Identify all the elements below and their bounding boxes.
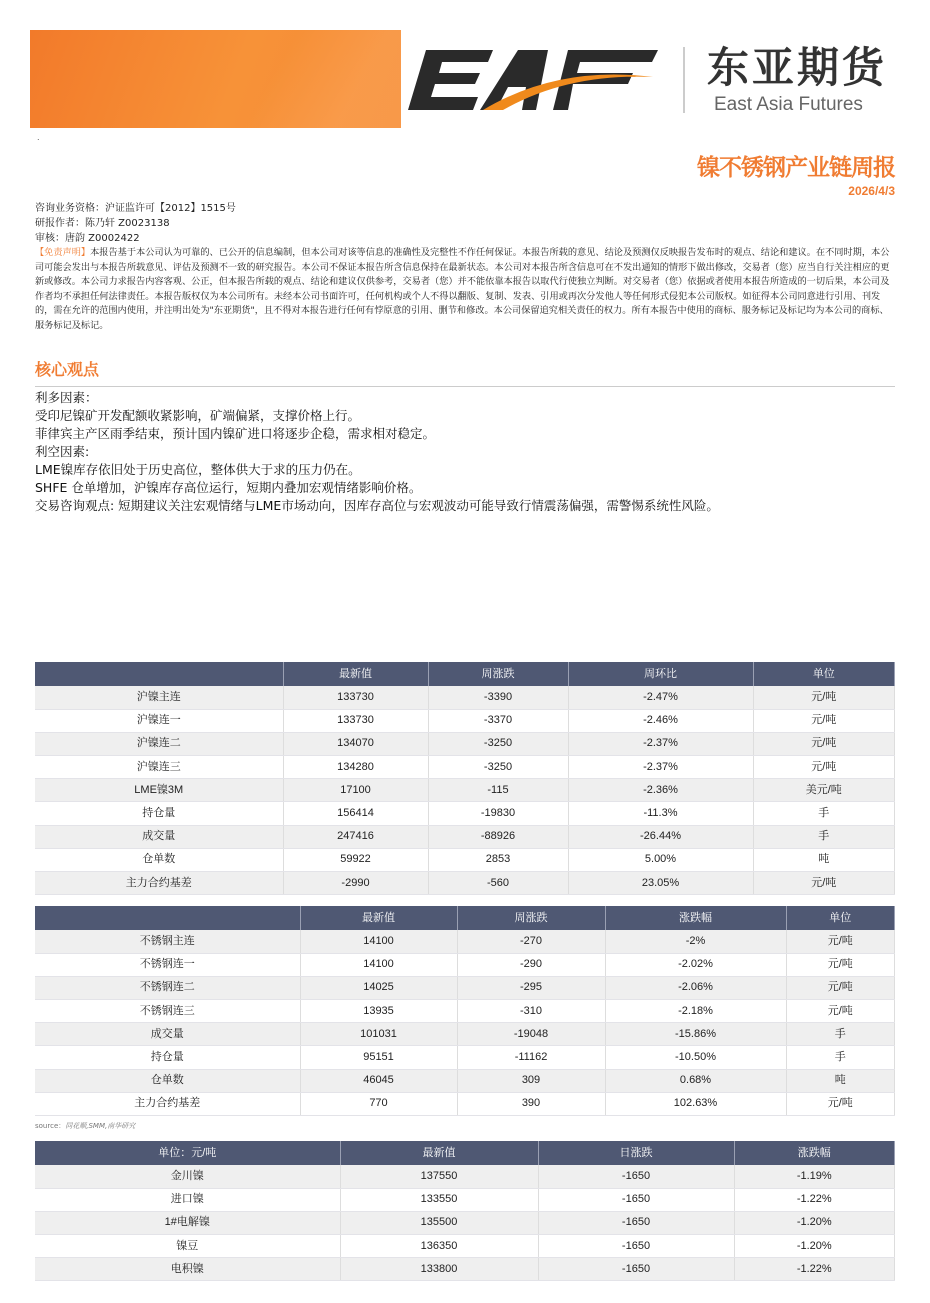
table-cell: 吨 [786,1069,895,1092]
table-cell: -10.50% [605,1046,786,1069]
table-cell: 390 [457,1092,605,1115]
table-cell: -2.47% [568,686,753,709]
table-cell: -2.37% [568,756,753,779]
table-header-row [35,1141,895,1165]
table-cell: 沪镍连一 [35,709,283,732]
table-row [35,1046,895,1069]
table-row [35,1258,895,1281]
table-cell: 元/吨 [786,1092,895,1115]
disclaimer [35,246,897,334]
table-header-row [35,906,895,930]
table-cell: -1650 [538,1258,734,1281]
table-cell: -1650 [538,1235,734,1258]
license-info: 咨询业务资格：沪证监许可【2012】1515号 [35,203,236,214]
section-divider [35,386,895,387]
table-cell: 95151 [300,1046,457,1069]
logo-divider [683,47,685,113]
source-text: 同花顺,SMM,南华研究 [65,1122,136,1130]
table-cell: 不锈钢主连 [35,930,300,953]
table-cell: 手 [786,1046,895,1069]
table-cell: -2.02% [605,953,786,976]
table-cell: 元/吨 [753,872,895,895]
table-cell: -310 [457,1000,605,1023]
table-cell: 吨 [753,848,895,871]
table-cell: 5.00% [568,848,753,871]
table-cell: 133730 [283,686,428,709]
table-cell: -15.86% [605,1023,786,1046]
table-cell: -2.06% [605,976,786,999]
table-cell: 133800 [340,1258,538,1281]
table-cell: -3370 [428,709,568,732]
table-row [35,848,895,871]
core-line: SHFE 仓单增加，沪镍库存高位运行，短期内叠加宏观情绪影响价格。 [35,480,422,495]
table-cell: 元/吨 [753,709,895,732]
table-row [35,802,895,825]
table-cell: -1650 [538,1188,734,1211]
table-cell: 59922 [283,848,428,871]
table-cell: 23.05% [568,872,753,895]
table-cell: 135500 [340,1211,538,1234]
table-cell: 元/吨 [786,953,895,976]
table-cell: -295 [457,976,605,999]
table-cell: -1.19% [734,1165,895,1188]
table-row [35,953,895,976]
header-banner [30,30,401,128]
reviewer-info: 审核：唐韵 Z0002422 [35,233,140,244]
table-cell: 133730 [283,709,428,732]
nickel-spot-table [35,1141,895,1281]
table-cell: -19830 [428,802,568,825]
table-cell: 元/吨 [753,686,895,709]
table-cell: 元/吨 [753,756,895,779]
table-cell: 0.68% [605,1069,786,1092]
table-cell: -560 [428,872,568,895]
table-cell: -88926 [428,825,568,848]
table-cell: 不锈钢连三 [35,1000,300,1023]
table-row [35,1188,895,1211]
table-cell: 不锈钢连二 [35,976,300,999]
disclaimer-label: 【免责声明】 [35,247,91,258]
table-cell: -1.20% [734,1235,895,1258]
report-title: 镍不锈钢产业链周报 [697,155,895,181]
table-cell: 电积镍 [35,1258,340,1281]
table-cell: -1.22% [734,1188,895,1211]
section-heading-core: 核心观点 [35,360,100,379]
table-cell: 元/吨 [786,1000,895,1023]
table-cell: 102.63% [605,1092,786,1115]
author-info: 研报作者：陈乃轩 Z0023138 [35,218,170,229]
table-cell: -3250 [428,732,568,755]
table-cell: -2.37% [568,732,753,755]
table-row [35,1211,895,1234]
table-cell: -2990 [283,872,428,895]
column-header: 最新值 [283,662,428,686]
table-cell: -3250 [428,756,568,779]
source-label: source： [35,1122,66,1130]
core-line: 交易咨询观点: 短期建议关注宏观情绪与LME市场动向，因库存高位与宏观波动可能导致行情震荡偏强，需警惕系统性风险。 [35,498,719,513]
table-cell: -2.18% [605,1000,786,1023]
table-cell: 成交量 [35,825,283,848]
table-row [35,756,895,779]
table-row [35,732,895,755]
table-cell: 主力合约基差 [35,1092,300,1115]
table-cell: 手 [753,825,895,848]
table-cell: 手 [786,1023,895,1046]
table-row [35,930,895,953]
table-row [35,872,895,895]
report-date: 2026/4/3 [848,184,895,198]
table-cell: 持仓量 [35,1046,300,1069]
column-header: 单位 [786,906,895,930]
core-line: 利多因素： [35,390,98,405]
table-cell: 沪镍主连 [35,686,283,709]
table-cell: 成交量 [35,1023,300,1046]
table-cell: 136350 [340,1235,538,1258]
table-cell: 仓单数 [35,1069,300,1092]
table-row [35,1235,895,1258]
column-header: 涨跌幅 [734,1141,895,1165]
disclaimer-text: 本报告基于本公司认为可靠的、已公开的信息编制，但本公司对该等信息的准确性及完整性不作任何保证。本报告所载的意见、结论及预测仅反映报告发布时的观点、结论和建议。在不同时期，本公司可能会发出与本报告所载意见、评估及预测不一致的研究报告。本公司不保证本报告所含信息保持在最新状态。本公司对本报告所含信息可在不发出通知的情形下做出修改，交易者（您）应当自行关注相应的更新或修改。本公司力求报告内容客观、公正，但本报告所载的观点、结论和建议仅供参考，交易者（您）并不能依靠本报告以取代行使独立判断。对交易者（您）依据或者使用本报告所造成的一切后果，本公司及作者均不承担任何法律责任。本报告版权仅为本公司所有。未经本公司书面许可，任何机构或个人不得以翻版、复制、发表、引用或再次分发他人等任何形式侵犯本公司版权。如征得本公司同意进行引用、刊发的，需在允许的范围内使用，并注明出处为"东亚期货"，且不得对本报告进行任何有悖原意的引用、删节和修改。本公司保留追究相关责任的权力。所有本报告中使用的商标、服务标记及标记均为本公司的商标、服务标记及标记。 [35,247,890,331]
table-cell: -19048 [457,1023,605,1046]
table-cell: -1.22% [734,1258,895,1281]
table-row [35,1069,895,1092]
table-row [35,976,895,999]
table-header-row [35,662,895,686]
column-header [35,662,283,686]
table-cell: 14100 [300,953,457,976]
column-header: 周涨跌 [457,906,605,930]
table-cell: 134280 [283,756,428,779]
table-cell: 2853 [428,848,568,871]
table-cell: 持仓量 [35,802,283,825]
table-row [35,825,895,848]
core-views [35,389,895,515]
table-cell: 仓单数 [35,848,283,871]
table-cell: 元/吨 [753,732,895,755]
table-cell: 14025 [300,976,457,999]
table-cell: -2.46% [568,709,753,732]
table-row [35,709,895,732]
table-cell: 14100 [300,930,457,953]
core-line: LME镍库存依旧处于历史高位，整体供大于求的压力仍在。 [35,462,361,477]
table-cell: LME镍3M [35,779,283,802]
column-header [35,906,300,930]
table-cell: 247416 [283,825,428,848]
table-cell: 134070 [283,732,428,755]
table-cell: 主力合约基差 [35,872,283,895]
table-row [35,1000,895,1023]
table-cell: -115 [428,779,568,802]
table-cell: 进口镍 [35,1188,340,1211]
source-note [35,1122,135,1131]
table-cell: -1650 [538,1165,734,1188]
table-cell: 美元/吨 [753,779,895,802]
column-header: 涨跌幅 [605,906,786,930]
table-cell: -270 [457,930,605,953]
nickel-futures-table [35,662,895,895]
table-cell: -3390 [428,686,568,709]
column-header: 最新值 [340,1141,538,1165]
core-line: 利空因素: [35,444,90,459]
table-cell: 137550 [340,1165,538,1188]
table-cell: 元/吨 [786,930,895,953]
table-row [35,1023,895,1046]
table-cell: -290 [457,953,605,976]
column-header: 周环比 [568,662,753,686]
table-cell: 沪镍连二 [35,732,283,755]
column-header: 最新值 [300,906,457,930]
table-cell: 156414 [283,802,428,825]
table-cell: 101031 [300,1023,457,1046]
table-cell: -26.44% [568,825,753,848]
table-row [35,779,895,802]
column-header: 日涨跌 [538,1141,734,1165]
table-cell: 1#电解镍 [35,1211,340,1234]
table-cell: 309 [457,1069,605,1092]
table-cell: 133550 [340,1188,538,1211]
eaf-logo [408,45,663,115]
column-header: 单位 [753,662,895,686]
stainless-futures-table [35,906,895,1116]
table-cell: 沪镍连三 [35,756,283,779]
table-row [35,686,895,709]
table-row [35,1165,895,1188]
table-cell: 元/吨 [786,976,895,999]
table-cell: 不锈钢连一 [35,953,300,976]
company-name-cn: 东亚期货 [707,43,888,92]
table-cell: 手 [753,802,895,825]
table-cell: 770 [300,1092,457,1115]
table-cell: 17100 [283,779,428,802]
table-cell: 镍豆 [35,1235,340,1258]
core-line: 受印尼镍矿开发配额收紧影响，矿端偏紧，支撑价格上行。 [35,408,361,423]
company-name-en: East Asia Futures [714,94,863,115]
table-cell: 13935 [300,1000,457,1023]
table-cell: -11162 [457,1046,605,1069]
table-row [35,1092,895,1115]
table-cell: 46045 [300,1069,457,1092]
table-cell: -11.3% [568,802,753,825]
dot-mark: . [37,133,40,142]
column-header: 单位：元/吨 [35,1141,340,1165]
column-header: 周涨跌 [428,662,568,686]
table-cell: 金川镍 [35,1165,340,1188]
table-cell: -1.20% [734,1211,895,1234]
core-line: 菲律宾主产区雨季结束，预计国内镍矿进口将逐步企稳，需求相对稳定。 [35,426,436,441]
table-cell: -1650 [538,1211,734,1234]
table-cell: -2% [605,930,786,953]
table-cell: -2.36% [568,779,753,802]
